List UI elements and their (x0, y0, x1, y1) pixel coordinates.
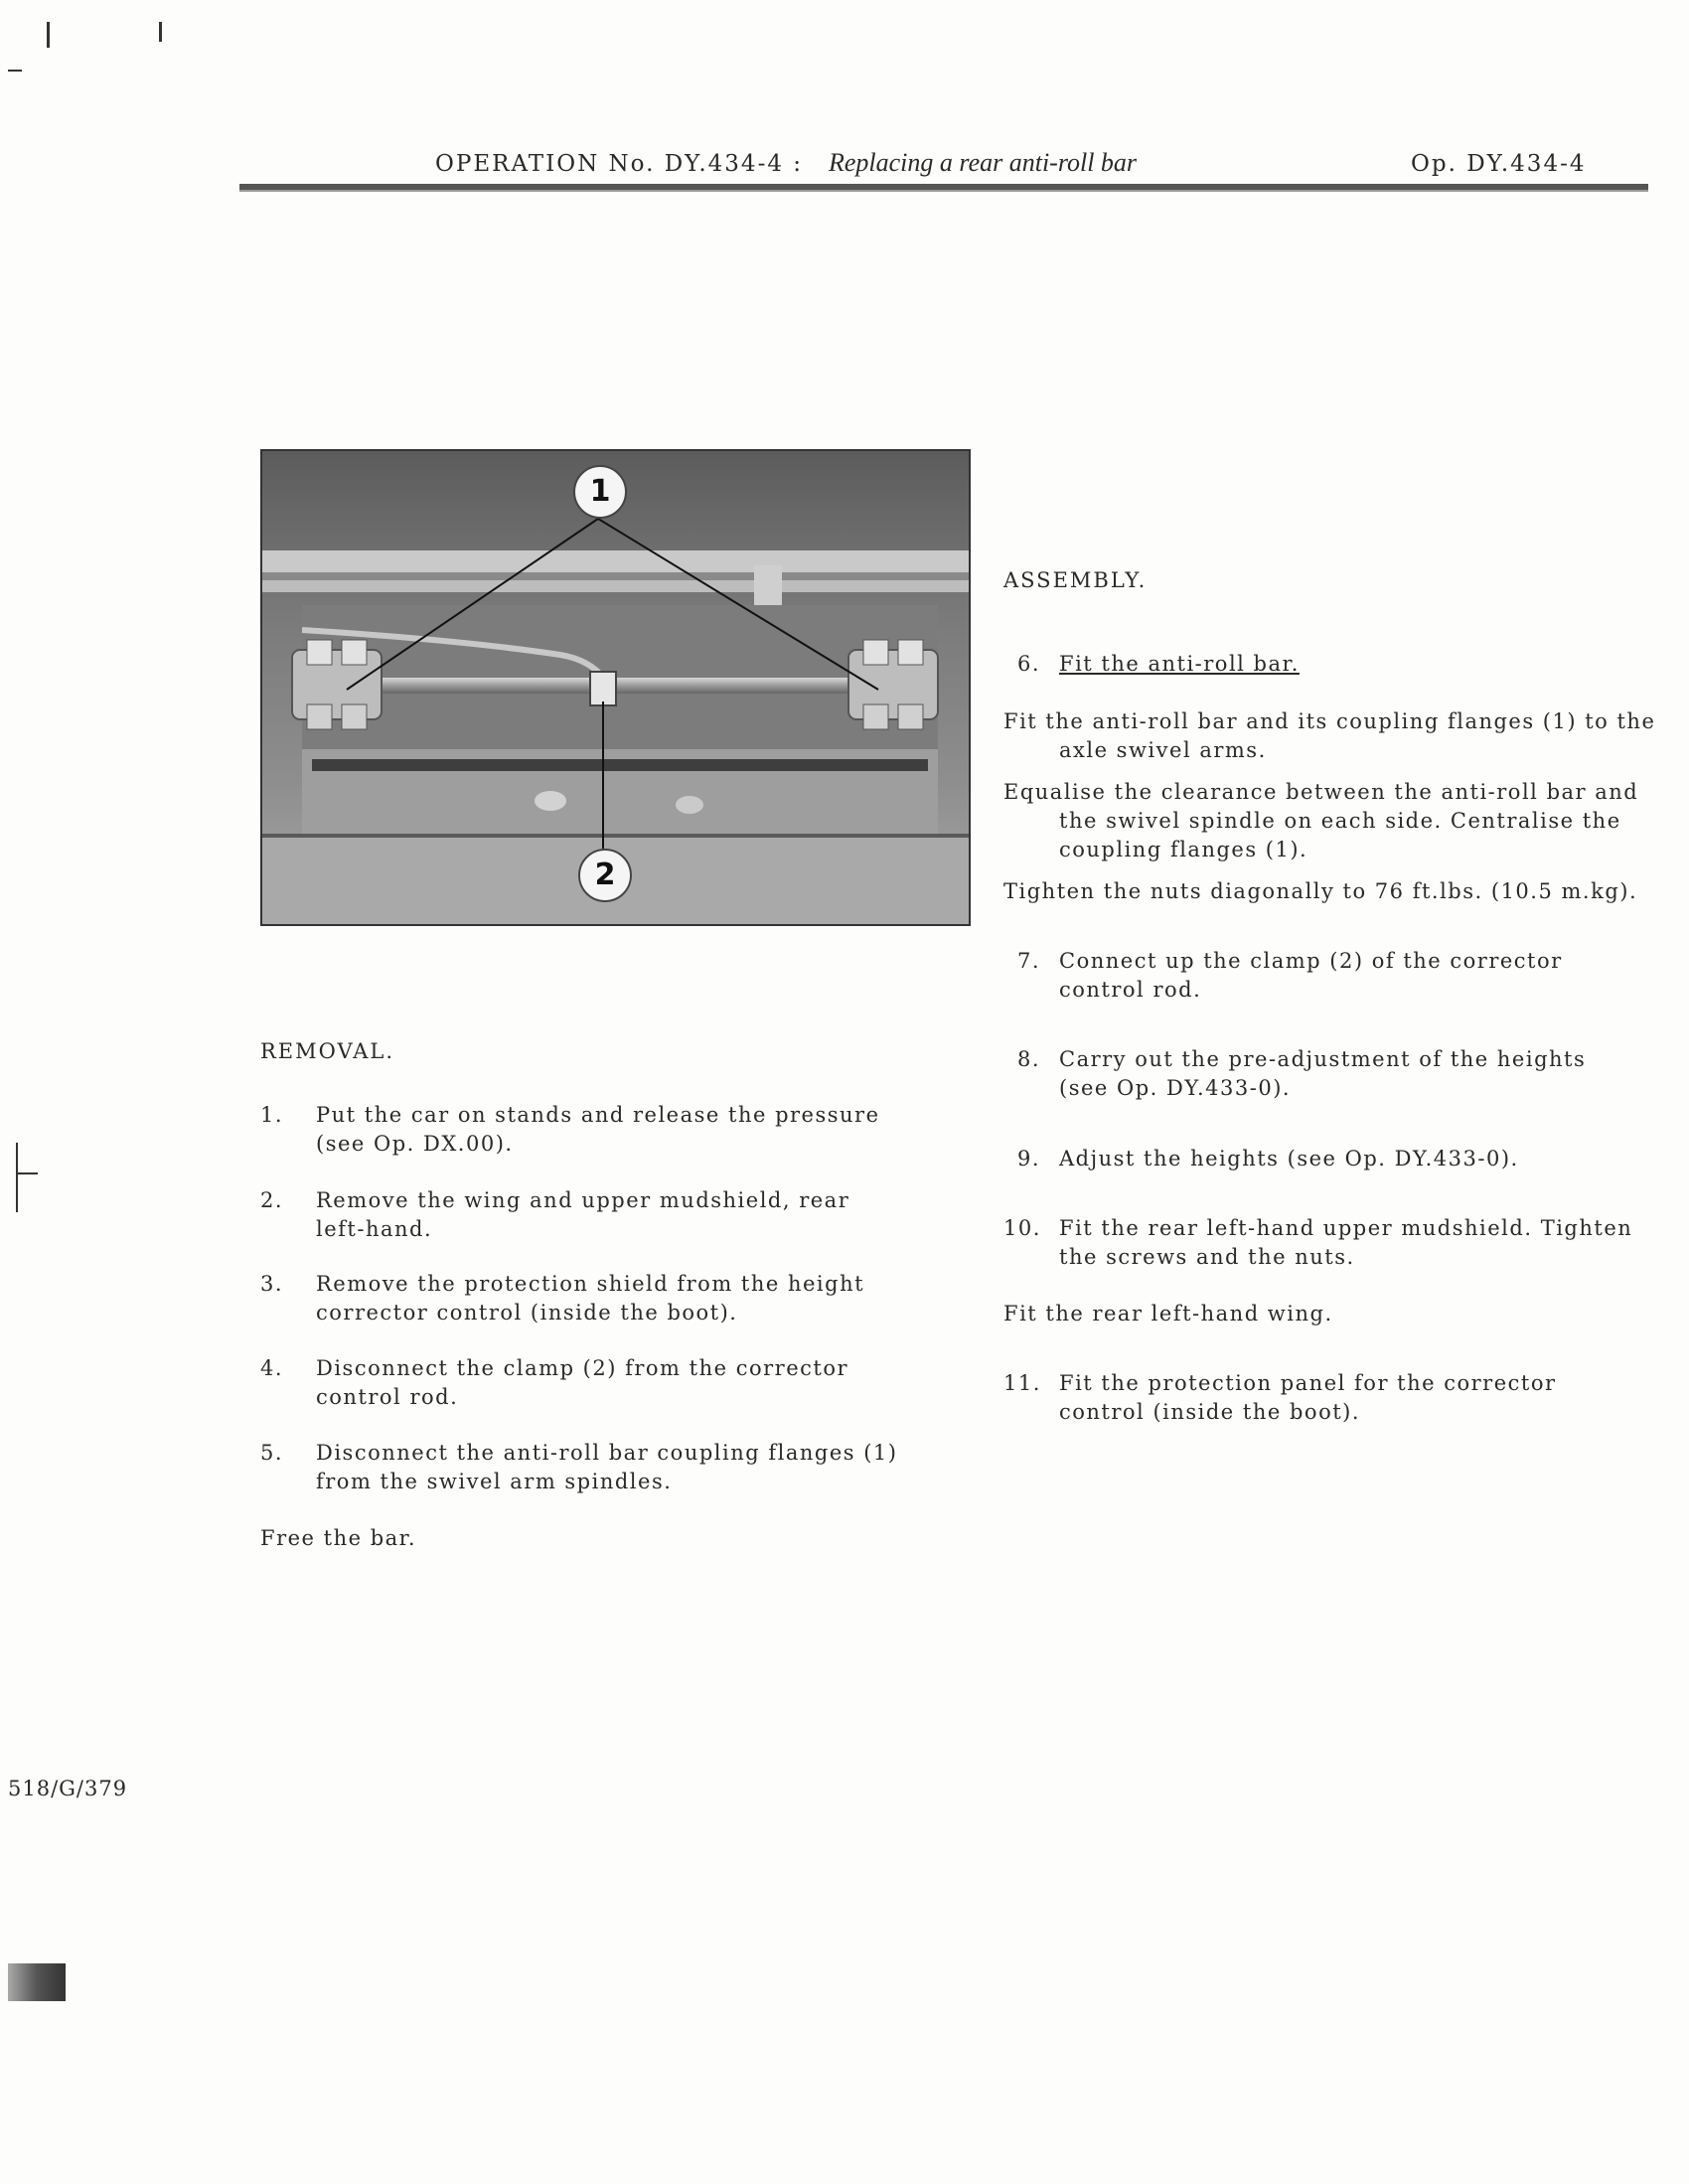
callout-2: 2 (578, 849, 632, 902)
step-text (1059, 1214, 1632, 1272)
step-line: control rod. (316, 1385, 459, 1409)
page-code: 518/G/379 (8, 1777, 128, 1800)
scan-marker (8, 1963, 66, 2001)
assembly-heading: ASSEMBLY. (1003, 568, 1148, 592)
step-text (316, 1270, 864, 1327)
margin-mark (47, 22, 50, 48)
step-number: 7. (1017, 949, 1041, 973)
assembly-section (1003, 566, 1679, 1431)
step-number: 8. (1017, 1047, 1041, 1071)
step-line: control (inside the boot). (1059, 1400, 1361, 1424)
para-line: coupling flanges (1). (1059, 838, 1308, 861)
figure-photo (260, 449, 971, 926)
header-title: Replacing a rear anti-roll bar (829, 148, 1138, 177)
step-text (1059, 947, 1563, 1005)
removal-note: Free the bar. (260, 1526, 417, 1550)
step-title: Fit the anti-roll bar. (1059, 652, 1300, 676)
step-number: 11. (1003, 1371, 1041, 1395)
step-number: 2. (260, 1188, 284, 1212)
step-line: Remove the protection shield from the height (316, 1272, 865, 1296)
step-line: Put the car on stands and release the pressure (316, 1103, 880, 1127)
assembly-paragraph (1003, 778, 1679, 864)
removal-section (260, 1037, 956, 1554)
step-text (316, 1439, 897, 1496)
para-line: Fit the anti-roll bar and its coupling flanges (1) to the (1003, 709, 1656, 733)
step-line: (see Op. DX.00). (316, 1132, 514, 1156)
margin-mark (16, 1143, 18, 1212)
header-operation: OPERATION No. DY.434-4 : (435, 151, 804, 177)
step-line: the screws and the nuts. (1059, 1245, 1355, 1269)
step-number: 1. (260, 1103, 284, 1127)
assembly-paragraph: Tighten the nuts diagonally to 76 ft.lbs. (10.5 m.kg). (1003, 879, 1638, 903)
step-line: Carry out the pre-adjustment of the heights (1059, 1047, 1587, 1071)
step-number: 10. (1003, 1216, 1041, 1240)
step-line: Remove the wing and upper mudshield, rear (316, 1188, 850, 1212)
step-text (1059, 1369, 1557, 1427)
step-text (316, 1354, 848, 1412)
step-line: Adjust the heights (see Op. DY.433-0). (1059, 1147, 1519, 1170)
step-text (1059, 1145, 1519, 1173)
step-line: Fit the rear left-hand upper mudshield. Tighten (1059, 1216, 1633, 1240)
step-text (316, 1186, 849, 1244)
step-line: Disconnect the clamp (2) from the corrector (316, 1356, 849, 1380)
header-rule (239, 190, 1648, 192)
removal-heading: REMOVAL. (260, 1039, 395, 1063)
step-line: control rod. (1059, 978, 1202, 1002)
step-number: 4. (260, 1356, 284, 1380)
para-line: Equalise the clearance between the anti-roll bar and (1003, 780, 1639, 804)
assembly-paragraph (1003, 707, 1679, 765)
step-number: 9. (1017, 1147, 1041, 1170)
header-ref: Op. DY.434-4 (1411, 151, 1587, 177)
step-text (316, 1101, 880, 1159)
step-number: 3. (260, 1272, 284, 1296)
para-line: axle swivel arms. (1059, 738, 1267, 762)
step-text (1059, 1045, 1586, 1103)
step-line: left-hand. (316, 1217, 433, 1241)
step-number: 6. (1017, 652, 1041, 676)
step-line: corrector control (inside the boot). (316, 1301, 738, 1325)
para-line: the swivel spindle on each side. Centralise the (1059, 809, 1621, 833)
step-line: (see Op. DY.433-0). (1059, 1076, 1292, 1100)
margin-mark (8, 70, 22, 72)
step-line: Disconnect the anti-roll bar coupling flanges (1) (316, 1441, 898, 1465)
step-line: from the swivel arm spindles. (316, 1470, 673, 1493)
step-line: Connect up the clamp (2) of the corrector (1059, 949, 1563, 973)
step-number: 5. (260, 1441, 284, 1465)
margin-mark (159, 22, 162, 42)
step-line: Fit the protection panel for the corrector (1059, 1371, 1557, 1395)
margin-mark (16, 1172, 38, 1174)
assembly-paragraph: Fit the rear left-hand wing. (1003, 1302, 1333, 1326)
callout-1: 1 (573, 465, 627, 519)
